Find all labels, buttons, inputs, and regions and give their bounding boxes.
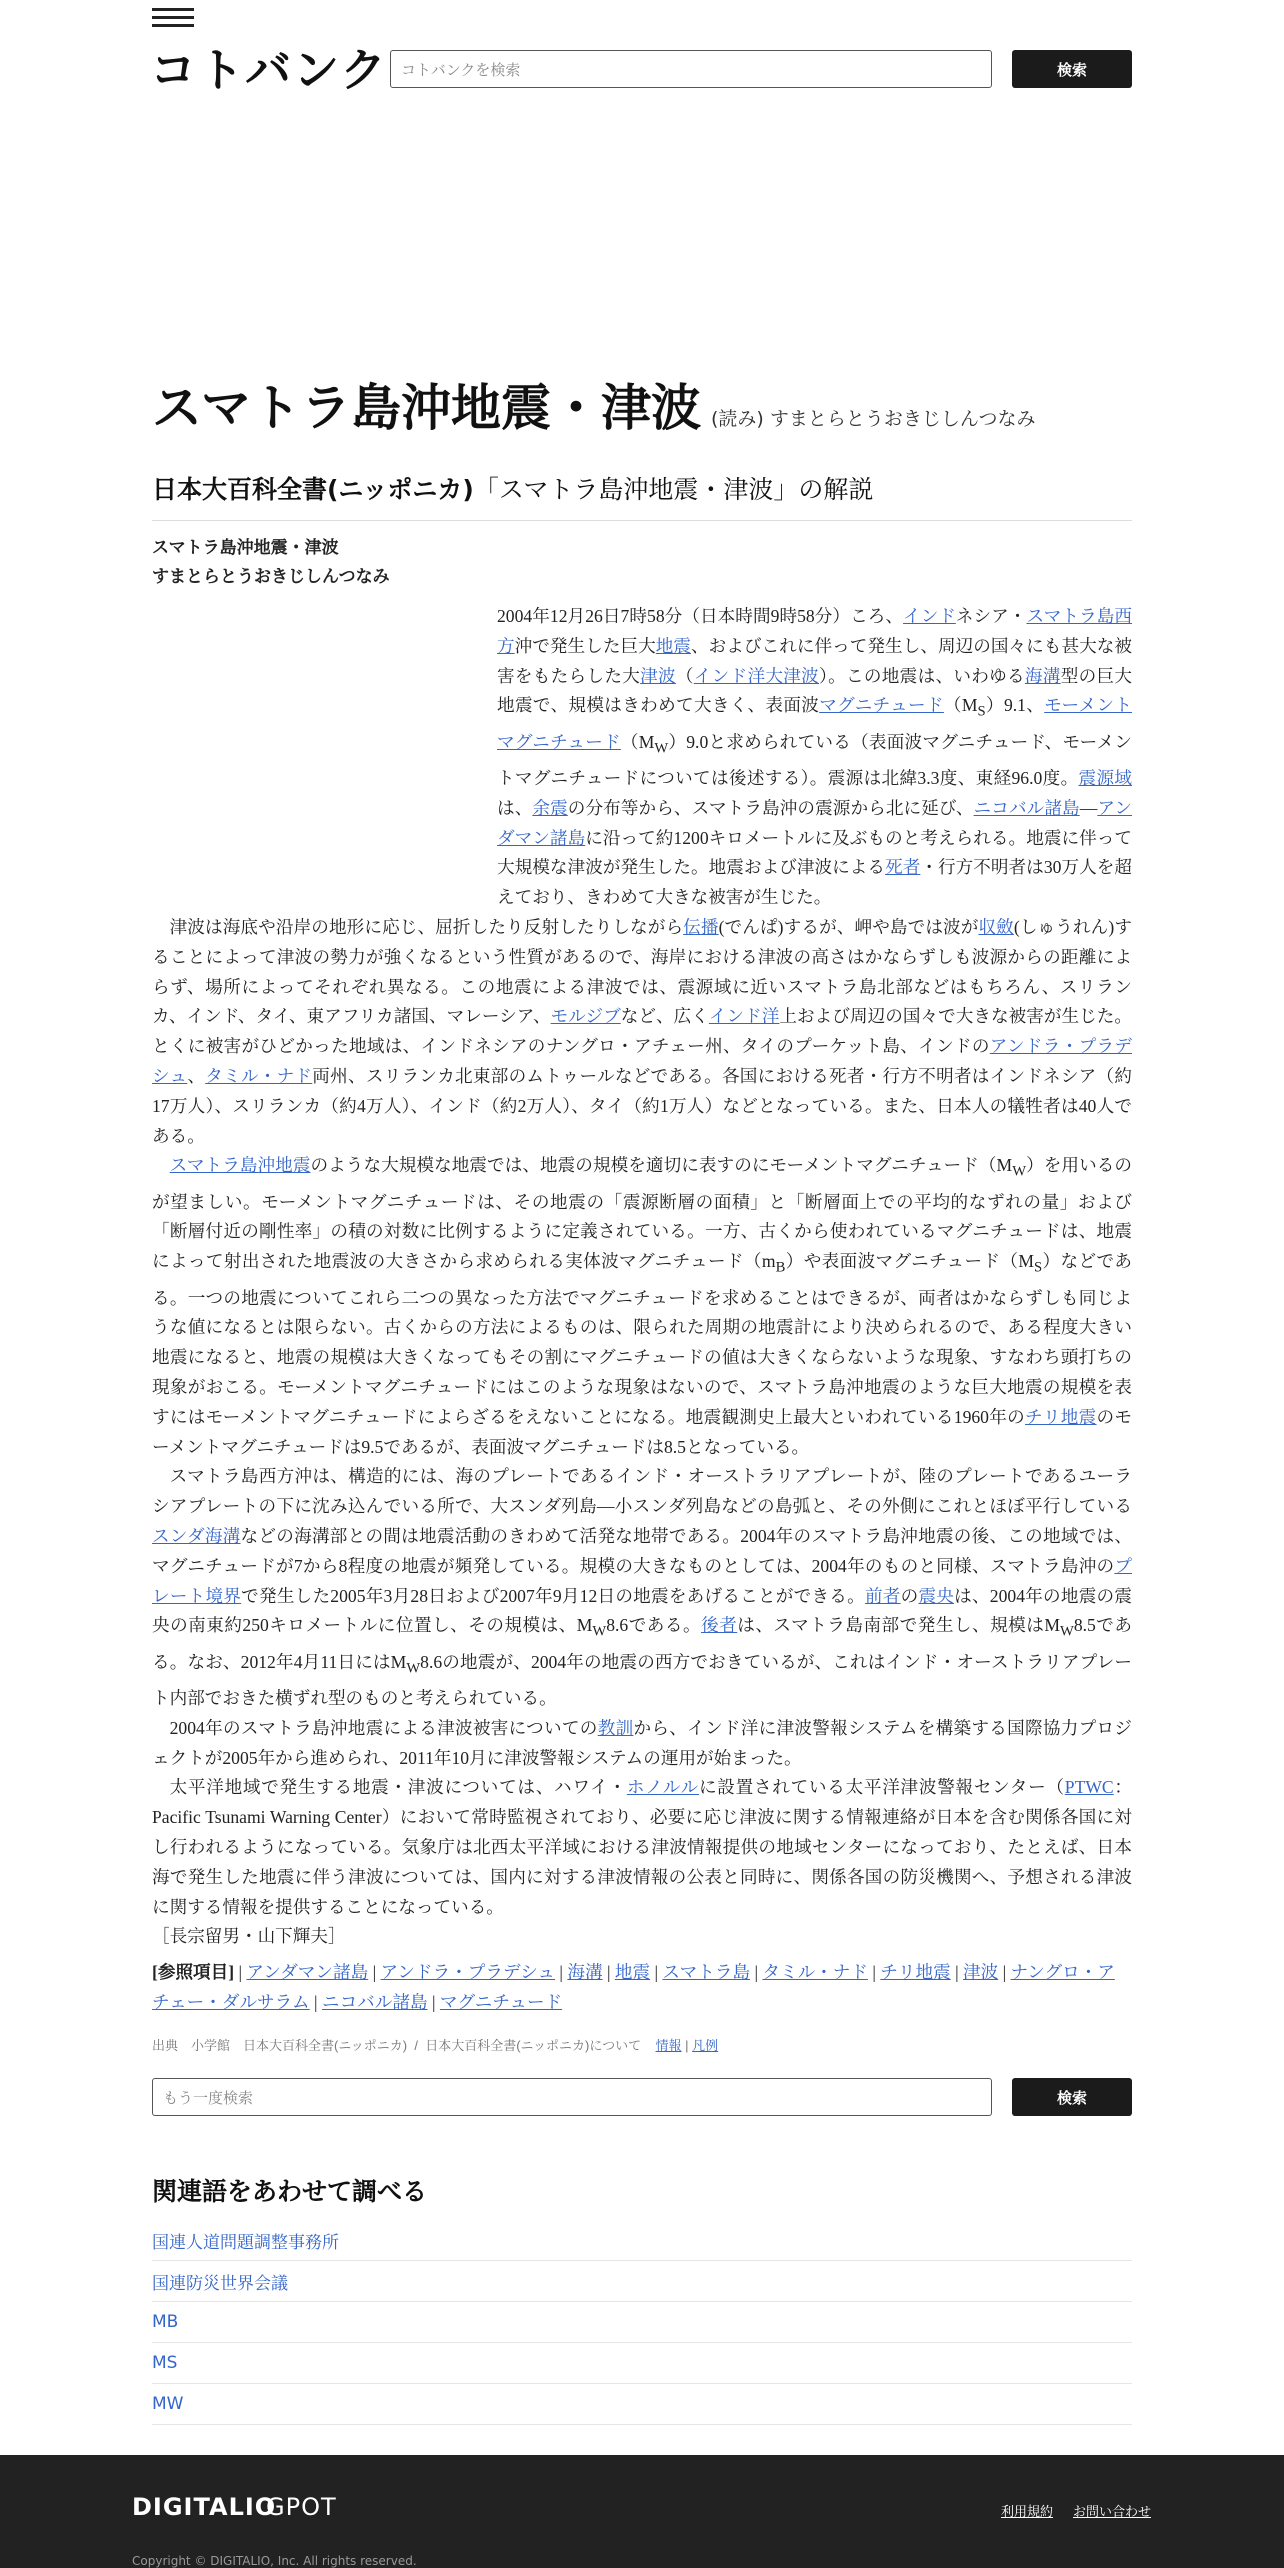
link-denpa[interactable]: 伝播 xyxy=(683,917,719,937)
related-title: 関連語をあわせて調べる xyxy=(152,2177,428,2206)
page-title xyxy=(152,368,1036,440)
ref-link[interactable]: 海溝 xyxy=(567,1962,603,1983)
link-shinou[interactable]: 震央 xyxy=(918,1585,955,1606)
contact-link[interactable]: お問い合わせ xyxy=(1073,2505,1152,2520)
entry-heading xyxy=(152,534,390,592)
link-indian-ocean[interactable]: インド洋 xyxy=(708,1006,780,1027)
link-chile-quake[interactable]: チリ地震 xyxy=(1025,1406,1097,1427)
related-list xyxy=(152,2220,1132,2425)
refs-label: [参照項目] xyxy=(152,1962,235,1983)
terms-link[interactable]: 利用規約 xyxy=(1001,2505,1054,2520)
link-andhra[interactable]: アンドラ・プラデシュ xyxy=(152,1036,1132,1086)
entry-heading-title: スマトラ島沖地震・津波 xyxy=(152,538,339,558)
credits: 出典 小学館 日本大百科全書(ニッポニカ) / 日本大百科全書(ニッポニカ)について 情報 | 凡例 xyxy=(152,2037,719,2053)
related-item[interactable] xyxy=(152,2261,1132,2302)
reference-items: [参照項目] | アンダマン諸島 | アンドラ・プラデシュ | 海溝 | 地震 | スマトラ島 | タミル・ナド | チリ地震 | 津波 | ナングロ・アチェー・ダルサラム | ニコバル諸島 | マグニチュード xyxy=(152,1962,1115,2012)
ref-link[interactable]: 地震 xyxy=(614,1962,651,1983)
link-yoshin[interactable]: 余震 xyxy=(532,797,568,818)
link-magnitude[interactable]: マグニチュード xyxy=(819,695,944,716)
link-tamil[interactable]: タミル・ナド xyxy=(205,1065,313,1086)
link-shuren[interactable]: 収斂 xyxy=(978,917,1014,937)
related-item-label[interactable]: MW xyxy=(152,2394,184,2414)
link-indo[interactable]: インド xyxy=(903,606,956,626)
ref-link[interactable]: タミル・ナド xyxy=(762,1962,868,1983)
link-jishin[interactable]: 地震 xyxy=(655,635,692,656)
link-sumatra-quake[interactable]: スマトラ島沖地震 xyxy=(169,1155,311,1176)
link-ptwc[interactable]: PTWC xyxy=(1064,1777,1114,1798)
entry-heading-reading: すまとらとうおきじしんつなみ xyxy=(152,567,390,587)
credit-about: 日本大百科全書(ニッポニカ)について xyxy=(425,2037,642,2053)
ref-link[interactable]: マグニチュード xyxy=(439,1991,563,2012)
source-suffix: 「スマトラ島沖地震・津波」の解説 xyxy=(473,475,874,504)
site-logo[interactable]: コトバンク xyxy=(150,43,389,97)
credit-info-link[interactable]: 情報 xyxy=(655,2037,682,2053)
bottom-search-input[interactable]: もう一度検索 xyxy=(152,2078,992,2116)
entry-title: スマトラ島沖地震・津波 xyxy=(152,379,701,437)
footer-logo-digitalio[interactable]: DIGITALIO xyxy=(132,2493,277,2521)
entry-reading: (読み) すまとらとうおきじしんつなみ xyxy=(711,408,1036,430)
link-zensha[interactable]: 前者 xyxy=(864,1585,901,1606)
paragraph-2: 津波は海底や沿岸の地形に応じ、屈折したり反射したりしながら伝播(でんぱ)するが、岬や島では波が収斂(しゅうれん)することによって津波の勢力が強くなるという性質があるので、海岸における津波の高さはかならずしも波源からの距離によらず、場所によってそれぞれ異なる。この地震による津波では、震源域に近いスマトラ島北部などはもちろん、スリランカ、インド、タイ、東アフリカ諸国、マレーシア、モルジブなど、広くインド洋上および周辺の国々で大きな被害が生じた。とくに被害がひどかった地域は、インドネシアのナングロ・アチェー州、タイのプーケット島、インドのアンドラ・プラデシュ、タミル・ナド両州、スリランカ北東部のムトゥールなどである。各国における死者・行方不明者はインドネシア（約17万人）、スリランカ（約4万人）、インド（約2万人）、タイ（約1万人）などとなっている。また、日本人の犠牲者は40人である。 xyxy=(152,917,1132,1146)
link-sumatra-west[interactable]: スマトラ島西方 xyxy=(497,606,1132,656)
source-heading xyxy=(152,470,1132,521)
paragraph-6: 太平洋地域で発生する地震・津波については、ハワイ・ホノルルに設置されている太平洋津波警報センター（PTWC：Pacific Tsunami Warning Center）において常時監視されており、必要に応じ津波に関する情報連絡が日本を含む関係各国に対し行われるようになっている。気象庁は北西太平洋域における津波情報提供の地域センターになっており、たとえば、日本海で発生した地震に伴う津波については、国内に対する津波情報の公表と同時に、関係各国の防災機関へ、予想される津波に関する情報を提供することになっている。 xyxy=(152,1777,1132,1917)
link-nicobar[interactable]: ニコバル諸島 xyxy=(973,797,1080,818)
credit-legend-link[interactable]: 凡例 xyxy=(692,2037,719,2053)
menu-icon[interactable] xyxy=(152,8,194,30)
related-item-label[interactable]: 国連人道問題調整事務所 xyxy=(152,2232,339,2253)
link-kaiko[interactable]: 海溝 xyxy=(1024,665,1061,686)
link-shisha[interactable]: 死者 xyxy=(885,857,921,878)
paragraph-4: スマトラ島西方沖は、構造的には、海のプレートであるインド・オーストラリアプレートが、陸のプレートであるユーラシアプレートの下に沈み込んでいる所で、大スンダ列島—小スンダ列島などの島弧と、その外側にこれとほぼ平行しているスンダ海溝などの海溝部との間は地震活動のきわめて活発な地帯である。2004年のスマトラ島沖地震の後、この地域では、マグニチュードが7から8程度の地震が頻発している。規模の大きなものとしては、2004年のものと同様、スマトラ島沖のプレート境界で発生した2005年3月28日および2007年9月12日の地震をあげることができる。前者の震央は、2004年の地震の震央の南東約250キロメートルに位置し、その規模は、$M_W8.6$である。後者は、スマトラ島南部で発生し、規模は$M_W8.5$である。なお、2012年4月11日には$M_W8.6$の地震が、2004年の地震の西方でおきているが、これはインド・オーストラリアプレート内部でおきた横ずれ型のものと考えられている。 xyxy=(152,1466,1132,1708)
related-item-label[interactable]: 国連防災世界会議 xyxy=(152,2273,288,2294)
search-button[interactable]: 検索 xyxy=(1012,50,1132,88)
link-moment-magnitude[interactable]: モーメントマグニチュード xyxy=(497,695,1132,752)
ref-link[interactable]: チリ地震 xyxy=(880,1962,951,1983)
credit-source: 出典 小学館 日本大百科全書(ニッポニカ) xyxy=(152,2037,408,2053)
link-plate-boundary[interactable]: プレート境界 xyxy=(152,1555,1132,1606)
ref-link[interactable]: ナングロ・アチェー・ダルサラム xyxy=(152,1962,1115,2012)
footer-logo-gpot[interactable]: GPOT xyxy=(266,2493,337,2521)
ref-link[interactable]: アンドラ・プラデシュ xyxy=(380,1962,556,1983)
bottom-search-button[interactable]: 検索 xyxy=(1012,2078,1132,2116)
link-indian-ocean-tsunami[interactable]: インド洋大津波 xyxy=(693,665,820,686)
paragraph-3: スマトラ島沖地震のような大規模な地震では、地震の規模を適切に表すのにモーメントマグニチュード$(M_W)$を用いるのが望ましい。モーメントマグニチュードは、その地震の「震源断層の面積」と「断層面上での平均的なずれの量」および「断層付近の剛性率」の積の対数に比例するように定義されている。一方、古くから使われているマグニチュードは、地震によって射出された地震波の大きさから求められる実体波マグニチュード$(m_B)$や表面波マグニチュード$(M_S)$などである。一つの地震についてこれら二つの異なった方法でマグニチュードを求めることはできるが、両者はかならずしも同じような値になるとは限らない。古くからの方法によるものは、限られた周期の地震計により決められるので、ある程度大きい地震になると、地震の規模は大きくなってもその割にマグニチュードの値は大きくならないような現象、すなわち頭打ちの現象がおこる。モーメントマグニチュードにはこのような現象はないので、スマトラ島沖地震のような巨大地震の規模を表すにはモーメントマグニチュードによらざるをえないことになる。地震観測史上最大といわれている1960年のチリ地震のモーメントマグニチュードは9.5であるが、表面波マグニチュードは8.5となっている。 xyxy=(152,1155,1133,1457)
link-tsunami[interactable]: 津波 xyxy=(640,665,676,686)
link-sunda-trench[interactable]: スンダ海溝 xyxy=(152,1525,241,1546)
author: ［長宗留男・山下輝夫］ xyxy=(152,1926,346,1947)
copyright: Copyright © DIGITALIO, Inc. All rights reserved. xyxy=(132,2554,417,2568)
related-item[interactable] xyxy=(152,2302,1132,2343)
link-honolulu[interactable]: ホノルル xyxy=(626,1777,699,1798)
link-kosha[interactable]: 後者 xyxy=(701,1615,738,1636)
ref-link[interactable]: アンダマン諸島 xyxy=(246,1962,369,1983)
link-kyokun[interactable]: 教訓 xyxy=(597,1717,634,1738)
search-input[interactable]: コトバンクを検索 xyxy=(390,50,992,88)
footer xyxy=(0,2455,1284,2568)
link-shingeniki[interactable]: 震源域 xyxy=(1078,768,1132,789)
article-body xyxy=(152,602,1132,2056)
link-andaman[interactable]: アンダマン諸島 xyxy=(497,797,1132,848)
paragraph-1: 2004年12月26日7時58分（日本時間9時58分）ころ、インドネシア・スマトラ島西方沖で発生した巨大地震、およびこれに伴って発生し、周辺の国々にも甚大な被害をもたらした大津波（インド洋大津波）。この地震は、いわゆる海溝型の巨大地震で、規模はきわめて大きく、表面波マグニチュード$(M_S)9.1$、モーメントマグニチュード$(M_W)9.0$と求められている（表面波マグニチュード、モーメントマグニチュードについては後述する）。震源は北緯3.3度、東経96.0度。震源域は、余震の分布等から、スマトラ島沖の震源から北に延び、ニコバル諸島—アンダマン諸島に沿って約1200キロメートルに及ぶものと考えられる。地震に伴って大規模な津波が発生した。地震および津波による死者・行方不明者は30万人を超えており、きわめて大きな被害が生じた。 xyxy=(497,606,1132,908)
related-item-label[interactable]: MB xyxy=(152,2312,179,2332)
ref-link[interactable]: 津波 xyxy=(963,1962,999,1983)
link-maldives[interactable]: モルジブ xyxy=(550,1006,621,1027)
source-name: 日本大百科全書(ニッポニカ) xyxy=(152,475,474,504)
related-item[interactable] xyxy=(152,2220,1132,2261)
related-item[interactable] xyxy=(152,2384,1132,2425)
paragraph-5: 2004年のスマトラ島沖地震による津波被害についての教訓から、インド洋に津波警報システムを構築する国際協力プロジェクトが2005年から進められ、2011年10月に津波警報システムの運用が始まった。 xyxy=(152,1717,1132,1768)
ref-link[interactable]: ニコバル諸島 xyxy=(321,1991,428,2012)
related-item-label[interactable]: MS xyxy=(152,2353,178,2373)
ref-link[interactable]: スマトラ島 xyxy=(662,1962,751,1983)
related-item[interactable] xyxy=(152,2343,1132,2384)
